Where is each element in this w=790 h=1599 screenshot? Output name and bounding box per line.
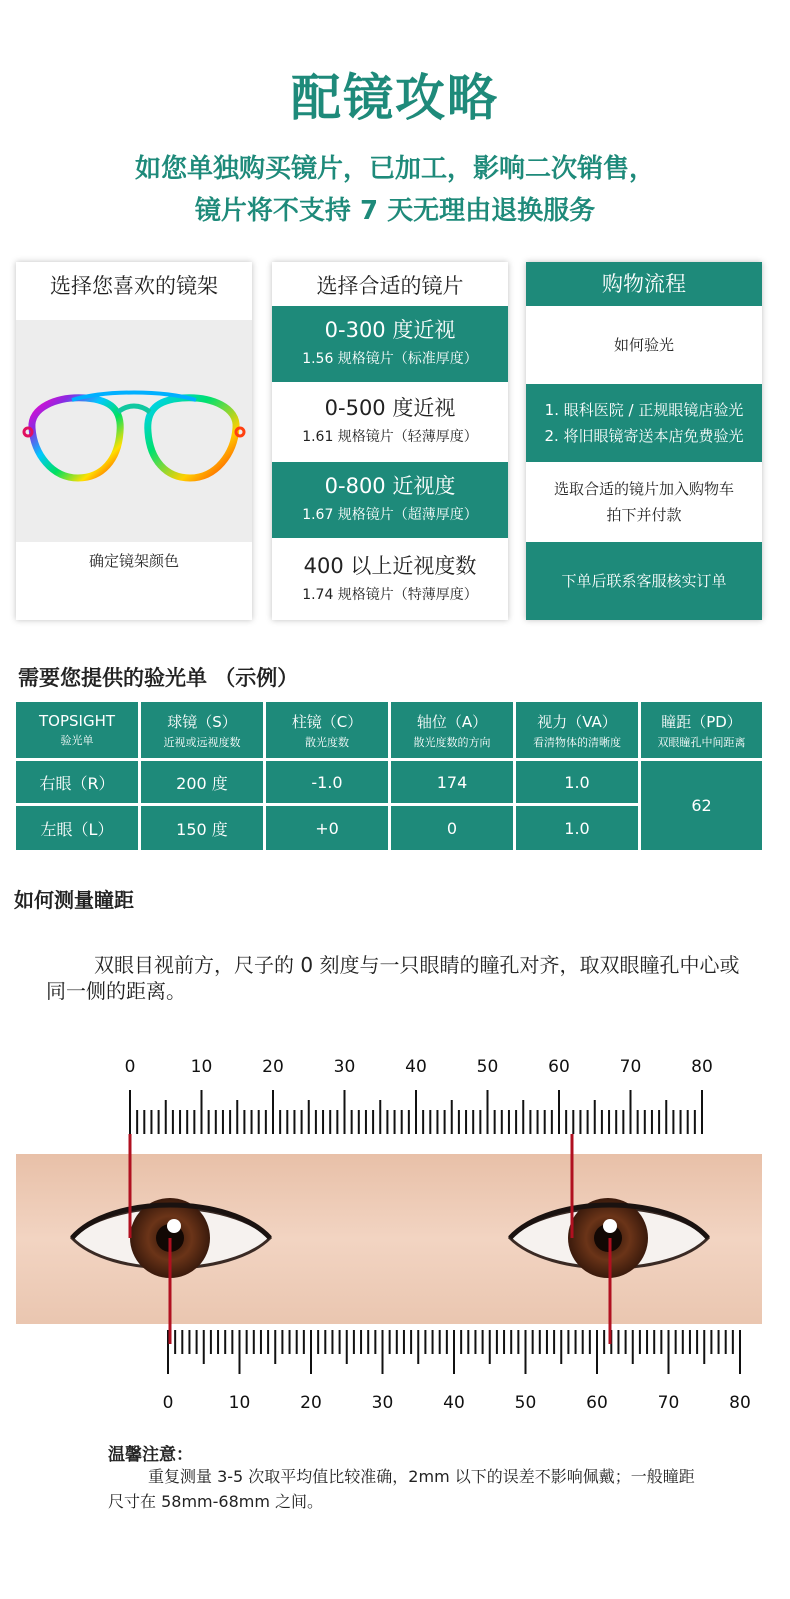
bottom-ruler (163, 1330, 751, 1413)
header-main: 瞳距（PD） (661, 712, 742, 731)
table-cell (516, 806, 638, 850)
ruler-label: 70 (619, 1057, 642, 1077)
flow-step-text: 选取合适的镜片加入购物车 (553, 480, 734, 498)
ruler-label: 10 (228, 1393, 251, 1413)
ruler-label: 10 (190, 1057, 213, 1077)
pd-heading: 如何测量瞳距 (14, 888, 134, 912)
flow-step-text: 1. 眼科医院 / 正规眼镜店验光 (544, 401, 744, 419)
flow-card-title: 购物流程 (526, 262, 762, 306)
table-header-cell (16, 702, 138, 758)
frame-card (16, 262, 252, 620)
header-main: TOPSIGHT (38, 712, 116, 730)
flow-step-4 (526, 542, 762, 620)
header-main: 轴位（A） (416, 712, 488, 731)
lens-spec: 1.61 规格镜片（轻薄厚度） (302, 429, 478, 445)
flow-step-text: 2. 将旧眼镜寄送本店免费验光 (544, 427, 744, 445)
prescription-table (16, 702, 762, 850)
frame-card-title: 选择您喜欢的镜架 (50, 274, 218, 298)
cell-value: -1.0 (311, 772, 343, 792)
lens-range: 400 以上近视度数 (303, 554, 477, 578)
pd-illustration (0, 1048, 790, 1428)
header-main: 柱镜（C） (291, 712, 363, 731)
pd-value: 62 (691, 796, 712, 815)
cell-value: 右眼（R） (39, 773, 115, 793)
lens-option[interactable] (272, 542, 508, 618)
lens-option[interactable] (272, 384, 508, 460)
ruler-label: 50 (514, 1393, 537, 1413)
table-header-cell (141, 702, 263, 758)
lens-range: 0-500 度近视 (324, 396, 456, 420)
cell-value: 200 度 (176, 773, 228, 793)
ruler-label: 40 (405, 1057, 427, 1077)
cell-value: 150 度 (176, 819, 228, 839)
lens-option[interactable] (272, 306, 508, 382)
lens-option[interactable] (272, 462, 508, 538)
cell-value: 174 (436, 772, 468, 792)
tips-text: 重复测量 3-5 次取平均值比较准确，2mm 以下的误差不影响佩戴；一般瞳距尺寸在 58mm-68mm 之间。 (108, 1467, 695, 1511)
header-sub: 双眼瞳孔中间距离 (657, 735, 746, 749)
lens-range: 0-800 近视度 (324, 474, 456, 498)
header-main: 视力（VA） (537, 712, 617, 731)
table-cell (16, 761, 138, 803)
frame-image (16, 320, 252, 542)
table-cell (141, 761, 263, 803)
flow-step-3 (526, 462, 762, 542)
header-sub: 散光度数的方向 (413, 735, 491, 749)
ruler-label: 20 (300, 1393, 322, 1413)
header-main: 球镜（S） (167, 712, 237, 731)
header-sub: 近视或远视度数 (163, 735, 241, 749)
ruler-label: 30 (371, 1393, 394, 1413)
ruler-label: 80 (691, 1057, 713, 1077)
flow-step-text: 拍下并付款 (606, 506, 682, 524)
table-cell (266, 806, 388, 850)
table-cell (266, 761, 388, 803)
prescription-heading: 需要您提供的验光单 （示例） (18, 666, 299, 690)
cell-value: 1.0 (564, 818, 590, 838)
ruler-label: 30 (333, 1057, 356, 1077)
pd-cell (641, 761, 762, 850)
glasses-icon (16, 320, 252, 542)
ruler-label: 70 (657, 1393, 680, 1413)
page-title: 配镜攻略 (291, 69, 499, 127)
table-header-cell (516, 702, 638, 758)
cell-value: 0 (446, 818, 458, 838)
subtitle-emphasis: 不支持 7 天无理由退换服务 (272, 196, 596, 226)
ruler-label: 20 (262, 1057, 284, 1077)
ruler-label: 0 (124, 1057, 136, 1077)
flow-step-text: 如何验光 (613, 336, 674, 354)
shopping-flow-card (526, 262, 762, 620)
ruler-label: 50 (476, 1057, 499, 1077)
lens-spec: 1.74 规格镜片（特薄厚度） (302, 587, 478, 603)
table-cell (391, 806, 513, 850)
cell-value: +0 (315, 818, 339, 838)
header-sub: 看清物体的清晰度 (533, 735, 621, 749)
flow-step-2 (526, 384, 762, 462)
table-header-cell (391, 702, 513, 758)
table-cell (516, 761, 638, 803)
subtitle-line-2 (0, 190, 790, 227)
subtitle-line-1: 如您单独购买镜片，已加工，影响二次销售， (134, 154, 655, 184)
lens-card (272, 262, 508, 620)
table-header-cell (641, 702, 762, 758)
lens-card-title: 选择合适的镜片 (316, 274, 464, 298)
lens-range: 0-300 度近视 (324, 318, 456, 342)
lens-spec: 1.67 规格镜片（超薄厚度） (302, 507, 478, 523)
top-ruler (125, 1057, 713, 1134)
ruler-label: 60 (586, 1393, 608, 1413)
table-cell (16, 806, 138, 850)
lens-spec: 1.56 规格镜片（标准厚度） (302, 351, 478, 367)
flow-step-1 (526, 306, 762, 384)
ruler-label: 0 (162, 1393, 174, 1413)
table-cell (391, 761, 513, 803)
cell-value: 1.0 (564, 772, 590, 792)
ruler-label: 80 (729, 1393, 751, 1413)
frame-card-caption: 确定镜架颜色 (88, 552, 179, 570)
header-sub: 验光单 (60, 734, 94, 747)
table-cell (141, 806, 263, 850)
cell-value: 左眼（L） (40, 819, 114, 839)
pd-description: 双眼目视前方，尺子的 0 刻度与一只眼睛的瞳孔对齐，取双眼瞳孔中心或同一侧的距离。 (46, 953, 740, 1003)
flow-step-text: 下单后联系客服核实订单 (561, 572, 727, 590)
header-sub: 散光度数 (305, 735, 349, 749)
ruler-label: 60 (548, 1057, 570, 1077)
ruler-illustration (0, 1048, 790, 1428)
subtitle-prefix: 镜片将 (194, 196, 273, 226)
table-header-cell (266, 702, 388, 758)
tips-heading: 温馨注意： (108, 1445, 193, 1465)
ruler-label: 40 (443, 1393, 465, 1413)
